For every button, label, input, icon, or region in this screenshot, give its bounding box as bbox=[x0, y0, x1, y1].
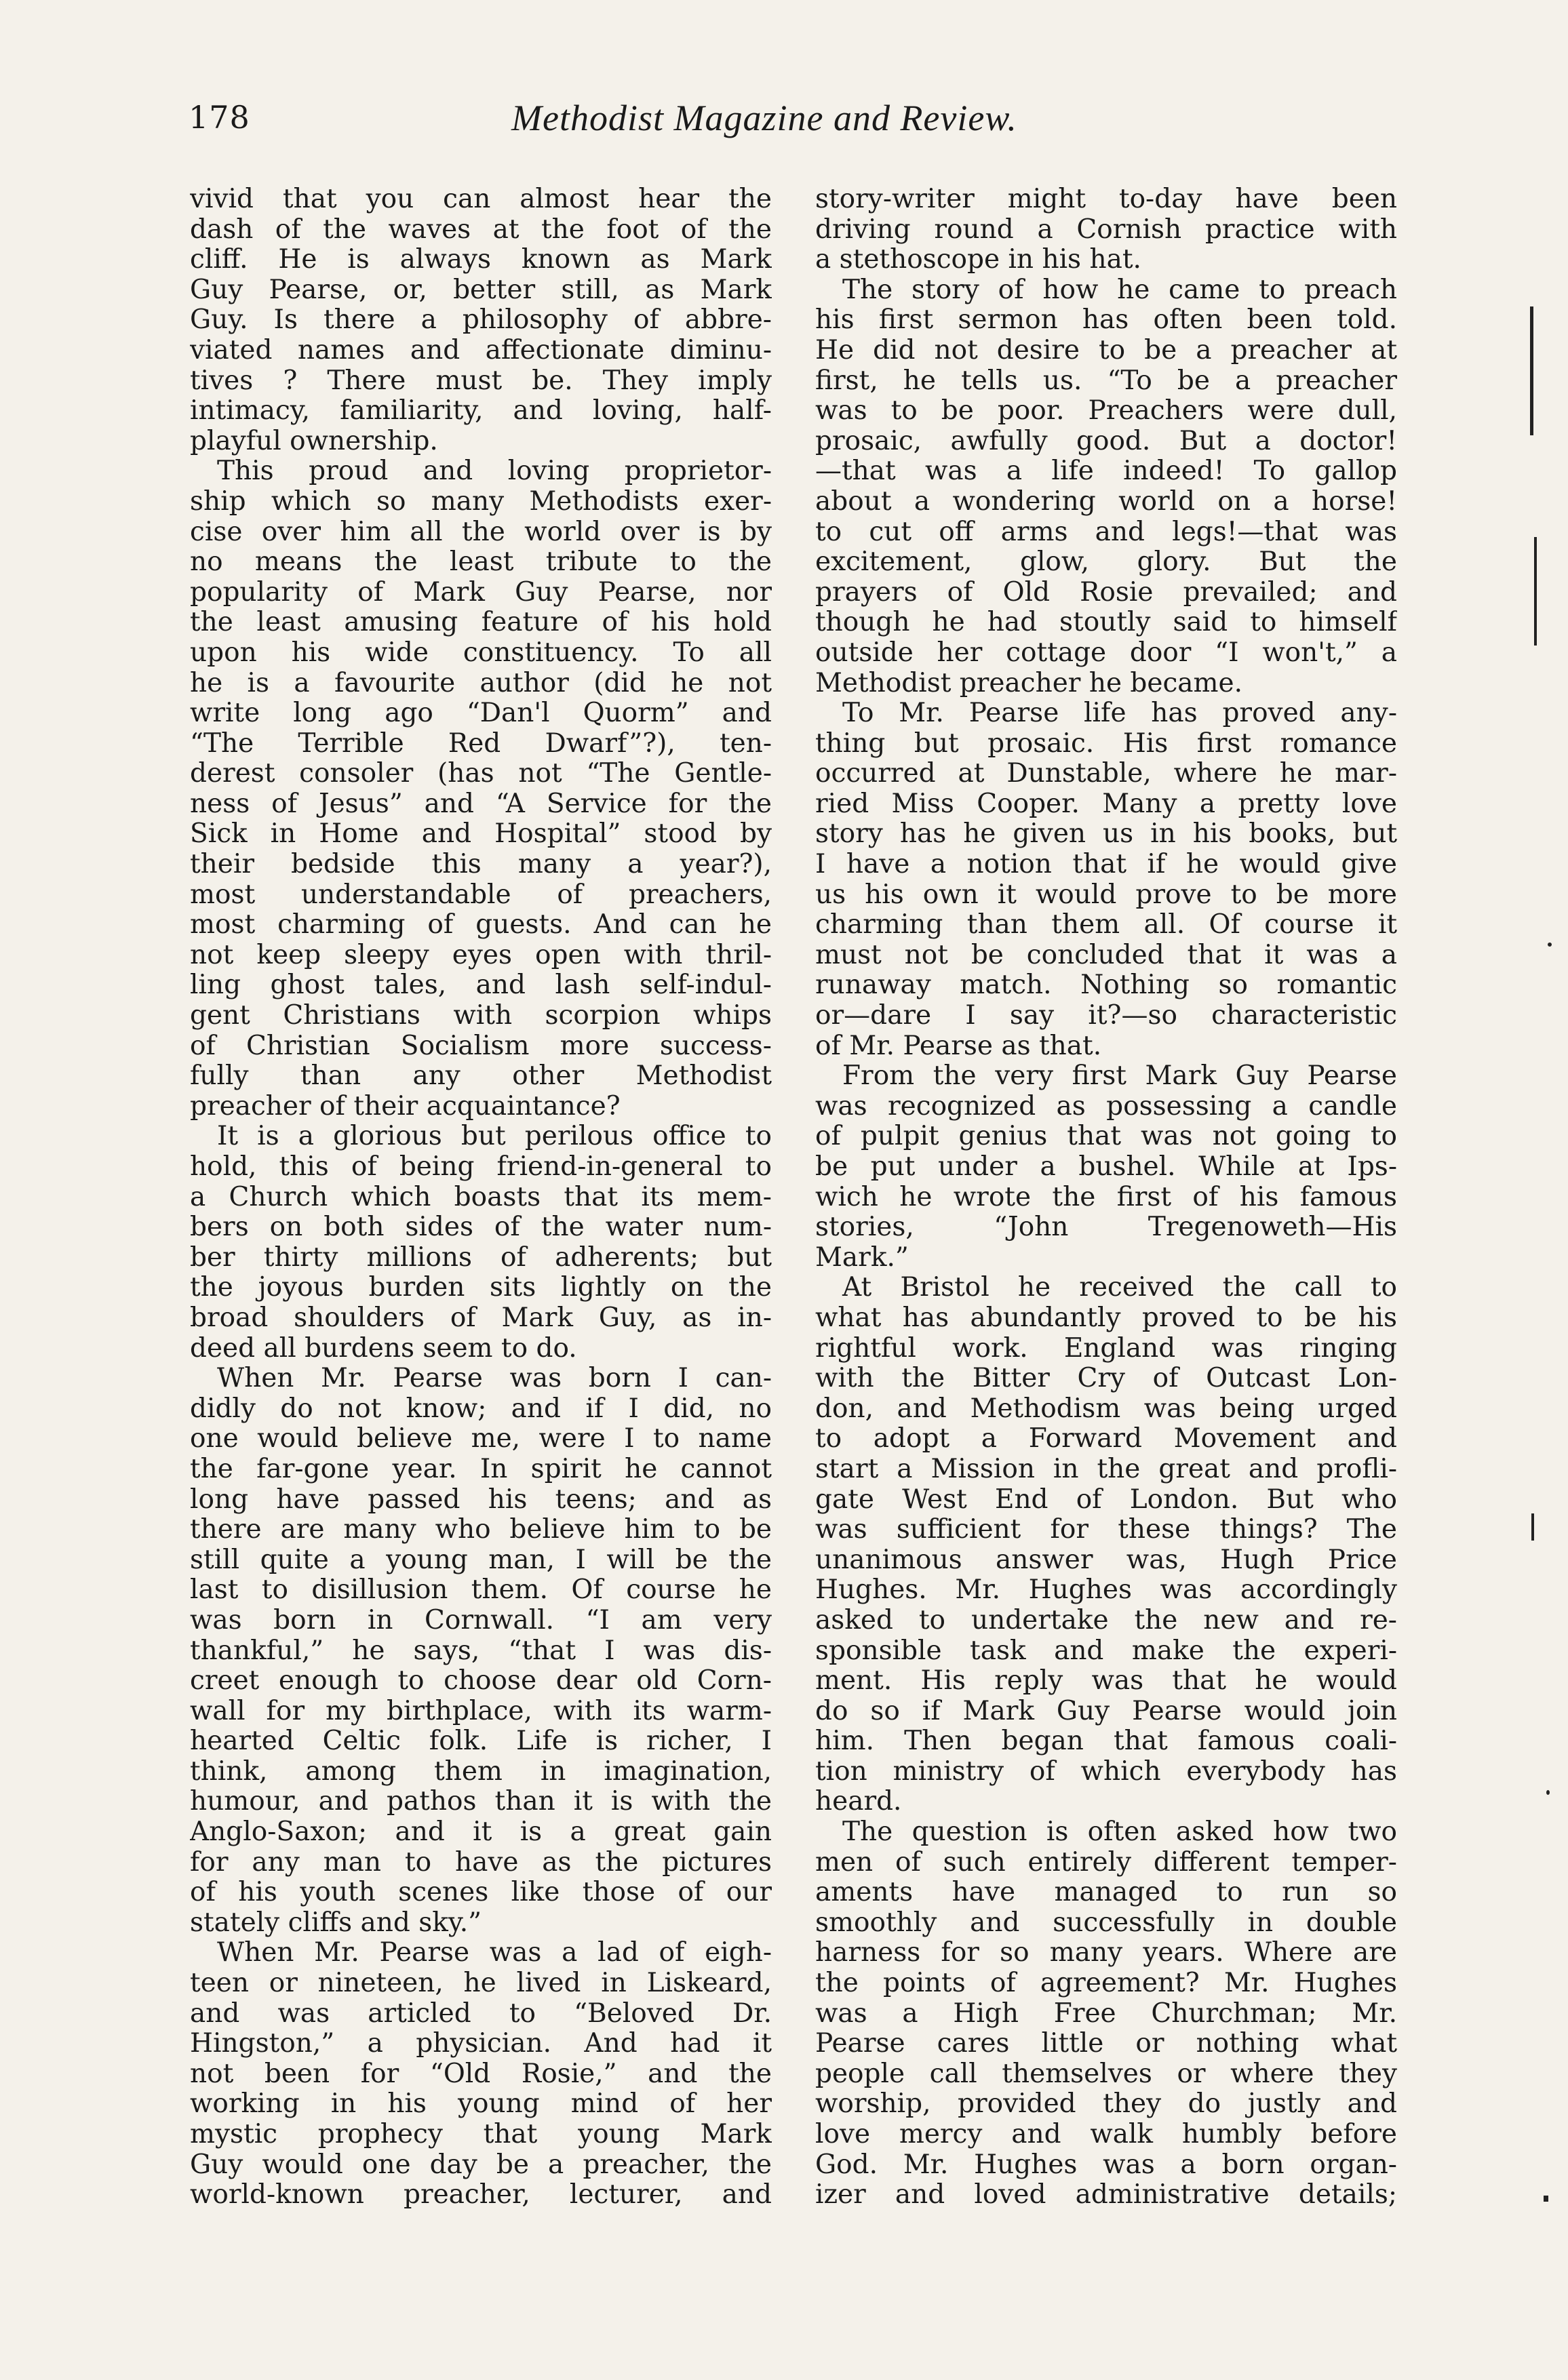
text-line: From the very first Mark Guy Pearse bbox=[842, 1061, 1397, 1092]
text-line: was sufficient for these things? The bbox=[815, 1515, 1397, 1545]
text-line: intimacy, familiarity, and loving, half- bbox=[190, 396, 772, 427]
running-title: Methodist Magazine and Review. bbox=[511, 98, 1017, 138]
text-line: be put under a bushel. While at Ips- bbox=[815, 1152, 1397, 1182]
text-line: hearted Celtic folk. Life is richer, I bbox=[190, 1726, 772, 1757]
text-line: for any man to have as the pictures bbox=[190, 1847, 772, 1878]
text-line: viated names and affectionate diminu- bbox=[190, 335, 772, 365]
text-line: deed all burdens seem to do. bbox=[190, 1333, 577, 1364]
text-line: their bedside this many a year?), bbox=[190, 850, 772, 880]
text-line: and was articled to “Beloved Dr. bbox=[190, 1998, 772, 2029]
text-line: izer and loved administrative details; bbox=[815, 2180, 1397, 2210]
text-line: no means the least tribute to the bbox=[190, 547, 772, 578]
text-line: story-writer might to-day have been bbox=[815, 184, 1397, 214]
text-line: gate West End of London. But who bbox=[815, 1484, 1397, 1515]
text-line: fully than any other Methodist bbox=[190, 1061, 772, 1092]
text-line: ment. His reply was that he would bbox=[815, 1666, 1397, 1697]
margin-scan-mark bbox=[1534, 537, 1537, 646]
text-line: though he had stoutly said to himself bbox=[815, 608, 1397, 638]
text-line: people call themselves or where they bbox=[815, 2059, 1397, 2089]
text-line: cliff. He is always known as Mark bbox=[190, 245, 772, 275]
text-line: was a High Free Churchman; Mr. bbox=[815, 1998, 1397, 2029]
text-line: To Mr. Pearse life has proved any- bbox=[842, 698, 1397, 729]
text-line: not keep sleepy eyes open with thril- bbox=[190, 940, 772, 970]
text-line: When Mr. Pearse was born I can- bbox=[217, 1364, 772, 1394]
text-line: still quite a young man, I will be the bbox=[190, 1545, 772, 1575]
text-line: occurred at Dunstable, where he mar- bbox=[815, 759, 1397, 789]
text-line: rightful work. England was ringing bbox=[815, 1333, 1397, 1364]
text-line: stately cliffs and sky.” bbox=[190, 1907, 482, 1938]
text-line: thing but prosaic. His first romance bbox=[815, 728, 1397, 759]
page-number: 178 bbox=[189, 99, 250, 136]
text-line: tion ministry of which everybody has bbox=[815, 1756, 1397, 1787]
text-line: I have a notion that if he would give bbox=[815, 850, 1397, 880]
margin-scan-mark bbox=[1546, 1790, 1550, 1795]
text-line: prayers of Old Rosie prevailed; and bbox=[815, 577, 1397, 608]
text-line: broad shoulders of Mark Guy, as in- bbox=[190, 1303, 772, 1333]
text-line: Hingston,” a physician. And had it bbox=[190, 2029, 772, 2059]
text-line: must not be concluded that it was a bbox=[815, 940, 1397, 970]
text-line: dash of the waves at the foot of the bbox=[190, 214, 772, 245]
text-line: preacher of their acquaintance? bbox=[190, 1091, 621, 1122]
text-line: The story of how he came to preach bbox=[842, 275, 1397, 305]
text-line: When Mr. Pearse was a lad of eigh- bbox=[217, 1938, 772, 1968]
text-line: didly do not know; and if I did, no bbox=[190, 1393, 772, 1424]
text-line: The question is often asked how two bbox=[842, 1817, 1397, 1848]
text-line: with the Bitter Cry of Outcast Lon- bbox=[815, 1364, 1397, 1394]
text-line: the points of agreement? Mr. Hughes bbox=[815, 1968, 1397, 1999]
text-line: runaway match. Nothing so romantic bbox=[815, 970, 1397, 1001]
text-line: Sick in Home and Hospital” stood by bbox=[190, 819, 772, 850]
margin-scan-mark bbox=[1530, 306, 1533, 435]
text-line: of Christian Socialism more success- bbox=[190, 1031, 772, 1061]
text-line: was recognized as possessing a candle bbox=[815, 1091, 1397, 1122]
text-line: playful ownership. bbox=[190, 426, 438, 456]
text-line: was to be poor. Preachers were dull, bbox=[815, 396, 1397, 427]
text-line: his first sermon has often been told. bbox=[815, 305, 1397, 336]
text-line: start a Mission in the great and profli- bbox=[815, 1454, 1397, 1484]
text-line: stories, “John Tregenoweth—His bbox=[815, 1212, 1397, 1243]
text-line: vivid that you can almost hear the bbox=[190, 184, 772, 214]
text-line: what has abundantly proved to be his bbox=[815, 1303, 1397, 1333]
text-line: wall for my birthplace, with its warm- bbox=[190, 1696, 772, 1726]
text-line: creet enough to choose dear old Corn- bbox=[190, 1666, 772, 1697]
text-line: gent Christians with scorpion whips bbox=[190, 1001, 772, 1031]
left-text-column bbox=[190, 184, 772, 2210]
text-line: of pulpit genius that was not going to bbox=[815, 1122, 1397, 1152]
text-line: or—dare I say it?—so characteristic bbox=[815, 1001, 1397, 1031]
text-line: the least amusing feature of his hold bbox=[190, 608, 772, 638]
text-line: smoothly and successfully in double bbox=[815, 1907, 1397, 1938]
text-line: of Mr. Pearse as that. bbox=[815, 1031, 1102, 1061]
text-line: about a wondering world on a horse! bbox=[815, 486, 1397, 517]
text-line: unanimous answer was, Hugh Price bbox=[815, 1545, 1397, 1575]
text-line: story has he given us in his books, but bbox=[815, 819, 1397, 850]
text-line: Pearse cares little or nothing what bbox=[815, 2029, 1397, 2059]
text-line: love mercy and walk humbly before bbox=[815, 2120, 1397, 2149]
text-line: he is a favourite author (did he not bbox=[190, 668, 772, 698]
text-line: cise over him all the world over is by bbox=[190, 517, 772, 547]
text-line: wich he wrote the first of his famous bbox=[815, 1182, 1397, 1212]
text-line: there are many who believe him to be bbox=[190, 1515, 772, 1545]
text-line: the joyous burden sits lightly on the bbox=[190, 1273, 772, 1303]
text-line: derest consoler (has not “The Gentle- bbox=[190, 759, 772, 789]
text-line: write long ago “Dan'l Quorm” and bbox=[190, 698, 772, 729]
text-line: Hughes. Mr. Hughes was accordingly bbox=[815, 1575, 1397, 1606]
text-line: ship which so many Methodists exer- bbox=[190, 486, 772, 517]
text-line: the far-gone year. In spirit he cannot bbox=[190, 1454, 772, 1484]
text-line: Methodist preacher he became. bbox=[815, 668, 1243, 698]
text-line: humour, and pathos than it is with the bbox=[190, 1787, 772, 1817]
text-line: harness for so many years. Where are bbox=[815, 1938, 1397, 1968]
margin-scan-mark bbox=[1548, 943, 1552, 947]
margin-scan-mark bbox=[1544, 2196, 1548, 2202]
text-line: working in his young mind of her bbox=[190, 2089, 772, 2120]
text-line: driving round a Cornish practice with bbox=[815, 214, 1397, 245]
text-line: aments have managed to run so bbox=[815, 1878, 1397, 1908]
text-line: last to disillusion them. Of course he bbox=[190, 1575, 772, 1606]
text-line: teen or nineteen, he lived in Liskeard, bbox=[190, 1968, 772, 1999]
text-line: most understandable of preachers, bbox=[190, 879, 772, 910]
text-line: to adopt a Forward Movement and bbox=[815, 1424, 1397, 1454]
text-line: worship, provided they do justly and bbox=[815, 2089, 1397, 2120]
text-line: Mark.” bbox=[815, 1242, 909, 1273]
text-line: Guy. Is there a philosophy of abbre- bbox=[190, 305, 772, 336]
text-line: a stethoscope in his hat. bbox=[815, 245, 1141, 275]
text-line: a Church which boasts that its mem- bbox=[190, 1182, 772, 1212]
text-line: thankful,” he says, “that I was dis- bbox=[190, 1635, 772, 1666]
text-line: heard. bbox=[815, 1787, 902, 1817]
text-line: popularity of Mark Guy Pearse, nor bbox=[190, 577, 772, 608]
text-line: Guy Pearse, or, better still, as Mark bbox=[190, 275, 772, 305]
right-text-column bbox=[815, 184, 1397, 2210]
text-line: not been for “Old Rosie,” and the bbox=[190, 2059, 772, 2089]
text-line: was born in Cornwall. “I am very bbox=[190, 1605, 772, 1635]
text-line: outside her cottage door “I won't,” a bbox=[815, 637, 1397, 668]
text-line: do so if Mark Guy Pearse would join bbox=[815, 1696, 1397, 1726]
text-line: ber thirty millions of adherents; but bbox=[190, 1242, 772, 1273]
text-line: Guy would one day be a preacher, the bbox=[190, 2149, 772, 2180]
text-line: think, among them in imagination, bbox=[190, 1756, 772, 1787]
text-line: one would believe me, were I to name bbox=[190, 1424, 772, 1454]
text-line: ried Miss Cooper. Many a pretty love bbox=[815, 789, 1397, 819]
text-line: men of such entirely different temper- bbox=[815, 1847, 1397, 1878]
text-line: of his youth scenes like those of our bbox=[190, 1878, 772, 1908]
text-line: most charming of guests. And can he bbox=[190, 910, 772, 940]
text-line: He did not desire to be a preacher at bbox=[815, 335, 1397, 365]
text-line: ling ghost tales, and lash self-indul- bbox=[190, 970, 772, 1001]
text-line: mystic prophecy that young Mark bbox=[190, 2120, 772, 2149]
text-line: At Bristol he received the call to bbox=[842, 1273, 1397, 1303]
text-line: world-known preacher, lecturer, and bbox=[190, 2180, 772, 2210]
text-line: Anglo-Saxon; and it is a great gain bbox=[190, 1817, 772, 1848]
text-line: This proud and loving proprietor- bbox=[217, 456, 772, 487]
text-line: upon his wide constituency. To all bbox=[190, 637, 772, 668]
text-line: to cut off arms and legs!—that was bbox=[815, 517, 1397, 547]
page-header bbox=[189, 98, 1111, 153]
text-line: first, he tells us. “To be a preacher bbox=[815, 365, 1397, 396]
text-line: him. Then began that famous coali- bbox=[815, 1726, 1397, 1757]
text-line: don, and Methodism was being urged bbox=[815, 1393, 1397, 1424]
text-line: God. Mr. Hughes was a born organ- bbox=[815, 2149, 1397, 2180]
text-line: tives ? There must be. They imply bbox=[190, 365, 772, 396]
text-line: It is a glorious but perilous office to bbox=[217, 1122, 772, 1152]
text-line: sponsible task and make the experi- bbox=[815, 1635, 1397, 1666]
text-line: hold, this of being friend-in-general to bbox=[190, 1152, 772, 1182]
text-line: ness of Jesus” and “A Service for the bbox=[190, 789, 772, 819]
text-line: —that was a life indeed! To gallop bbox=[815, 456, 1397, 487]
text-line: long have passed his teens; and as bbox=[190, 1484, 772, 1515]
text-line: prosaic, awfully good. But a doctor! bbox=[815, 426, 1397, 456]
text-line: asked to undertake the new and re- bbox=[815, 1605, 1397, 1635]
text-line: “The Terrible Red Dwarf”?), ten- bbox=[190, 728, 772, 759]
margin-scan-mark bbox=[1531, 1513, 1534, 1541]
text-line: bers on both sides of the water num- bbox=[190, 1212, 772, 1243]
text-line: charming than them all. Of course it bbox=[815, 910, 1397, 940]
text-line: us his own it would prove to be more bbox=[815, 879, 1397, 910]
text-line: excitement, glow, glory. But the bbox=[815, 547, 1397, 578]
